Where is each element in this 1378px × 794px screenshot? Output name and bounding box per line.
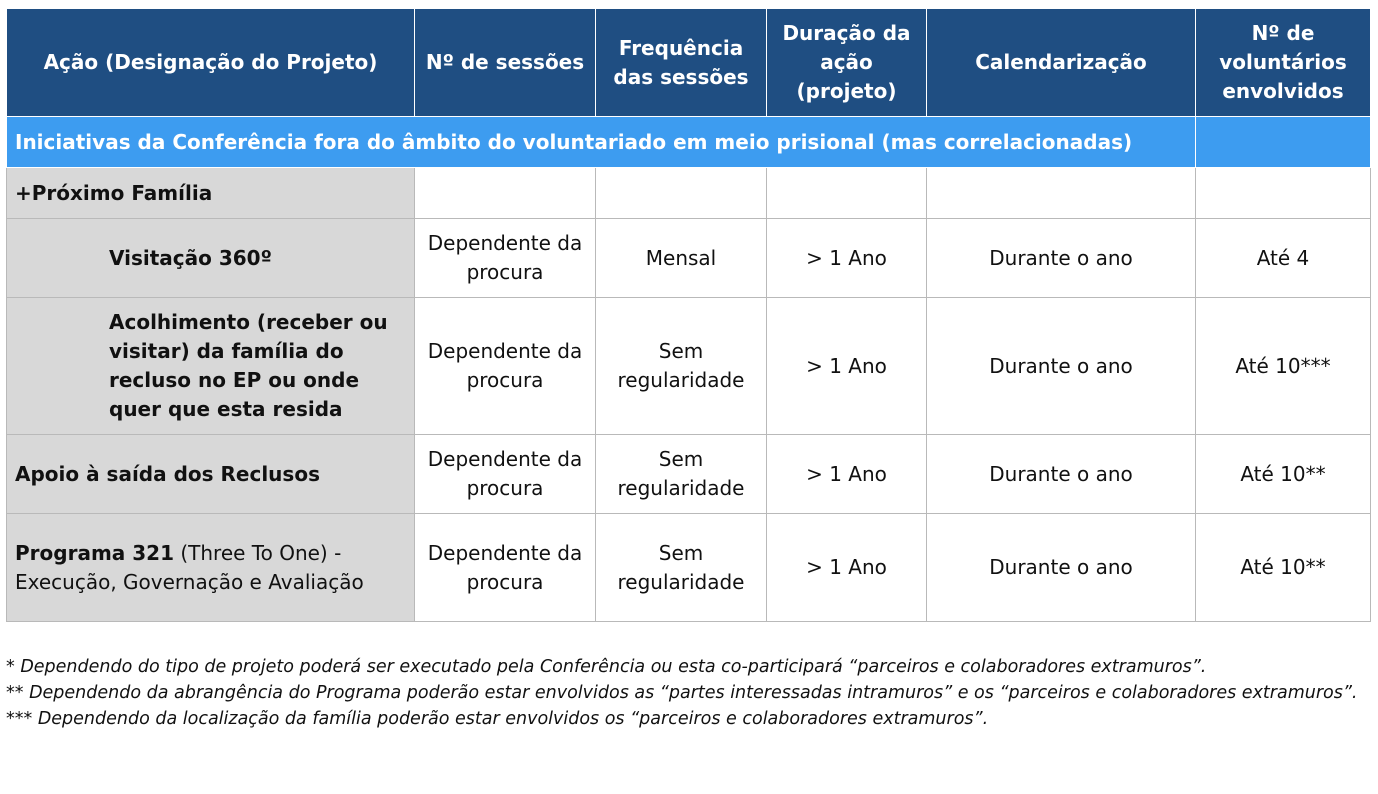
empty-cell [596, 168, 767, 219]
group-label: +Próximo Família [15, 180, 213, 205]
schedule-cell: Durante o ano [927, 298, 1196, 435]
empty-cell [415, 168, 596, 219]
header-schedule: Calendarização [927, 9, 1196, 117]
schedule-cell: Durante o ano [927, 219, 1196, 298]
frequency-cell: Sem regularidade [596, 298, 767, 435]
footnote: *** Dependendo da localização da família poderão estar envolvidos os “parceiros e colaboradores extramuros”. [6, 709, 989, 729]
section-empty-cell [1196, 117, 1371, 168]
table-header-row [7, 9, 1371, 117]
group-label-cell [7, 168, 415, 219]
header-sessions: Nº de sessões [415, 9, 596, 117]
header-volunteers: Nº de voluntários envolvidos [1196, 9, 1371, 117]
schedule-cell: Durante o ano [927, 514, 1196, 622]
empty-cell [927, 168, 1196, 219]
footnote: ** Dependendo da abrangência do Programa poderão estar envolvidos as “partes interessadas intramuros” e os “parceiros e colaboradores extramuros”. [6, 683, 1358, 703]
action-name-rest: (Three To One) - Execução, Governação e Avaliação [15, 540, 364, 594]
duration-cell: > 1 Ano [767, 435, 927, 514]
table-row [7, 435, 1371, 514]
sessions-cell: Dependente da procura [415, 514, 596, 622]
duration-cell: > 1 Ano [767, 514, 927, 622]
action-cell [7, 298, 415, 435]
volunteers-cell: Até 4 [1196, 219, 1371, 298]
duration-cell: > 1 Ano [767, 219, 927, 298]
empty-cell [767, 168, 927, 219]
schedule-cell: Durante o ano [927, 435, 1196, 514]
group-row [7, 168, 1371, 219]
table-row [7, 514, 1371, 622]
header-frequency: Frequência das sessões [596, 9, 767, 117]
duration-cell: > 1 Ano [767, 298, 927, 435]
footnote: * Dependendo do tipo de projeto poderá ser executado pela Conferência ou esta co-participará “parceiros e colaboradores extramuros”. [6, 657, 1207, 677]
action-cell [7, 219, 415, 298]
table-row [7, 298, 1371, 435]
volunteers-cell: Até 10** [1196, 514, 1371, 622]
frequency-cell: Sem regularidade [596, 514, 767, 622]
frequency-cell: Sem regularidade [596, 435, 767, 514]
volunteers-cell: Até 10** [1196, 435, 1371, 514]
header-duration: Duração da ação (projeto) [767, 9, 927, 117]
section-title: Iniciativas da Conferência fora do âmbito do voluntariado em meio prisional (mas correlacionadas) [7, 117, 1196, 168]
empty-cell [1196, 168, 1371, 219]
projects-table [6, 8, 1371, 622]
section-row [7, 117, 1371, 168]
action-name-bold: Programa 321 [15, 540, 174, 565]
action-name: Apoio à saída dos Reclusos [15, 461, 320, 486]
sessions-cell: Dependente da procura [415, 298, 596, 435]
footnotes [6, 654, 1370, 732]
sessions-cell: Dependente da procura [415, 219, 596, 298]
header-action: Ação (Designação do Projeto) [7, 9, 415, 117]
table-row [7, 219, 1371, 298]
volunteers-cell: Até 10*** [1196, 298, 1371, 435]
action-cell [7, 435, 415, 514]
action-name: Visitação 360º [109, 245, 272, 270]
frequency-cell: Mensal [596, 219, 767, 298]
action-cell [7, 514, 415, 622]
action-name: Acolhimento (receber ou visitar) da família do recluso no EP ou onde quer que esta resida [109, 310, 388, 421]
sessions-cell: Dependente da procura [415, 435, 596, 514]
